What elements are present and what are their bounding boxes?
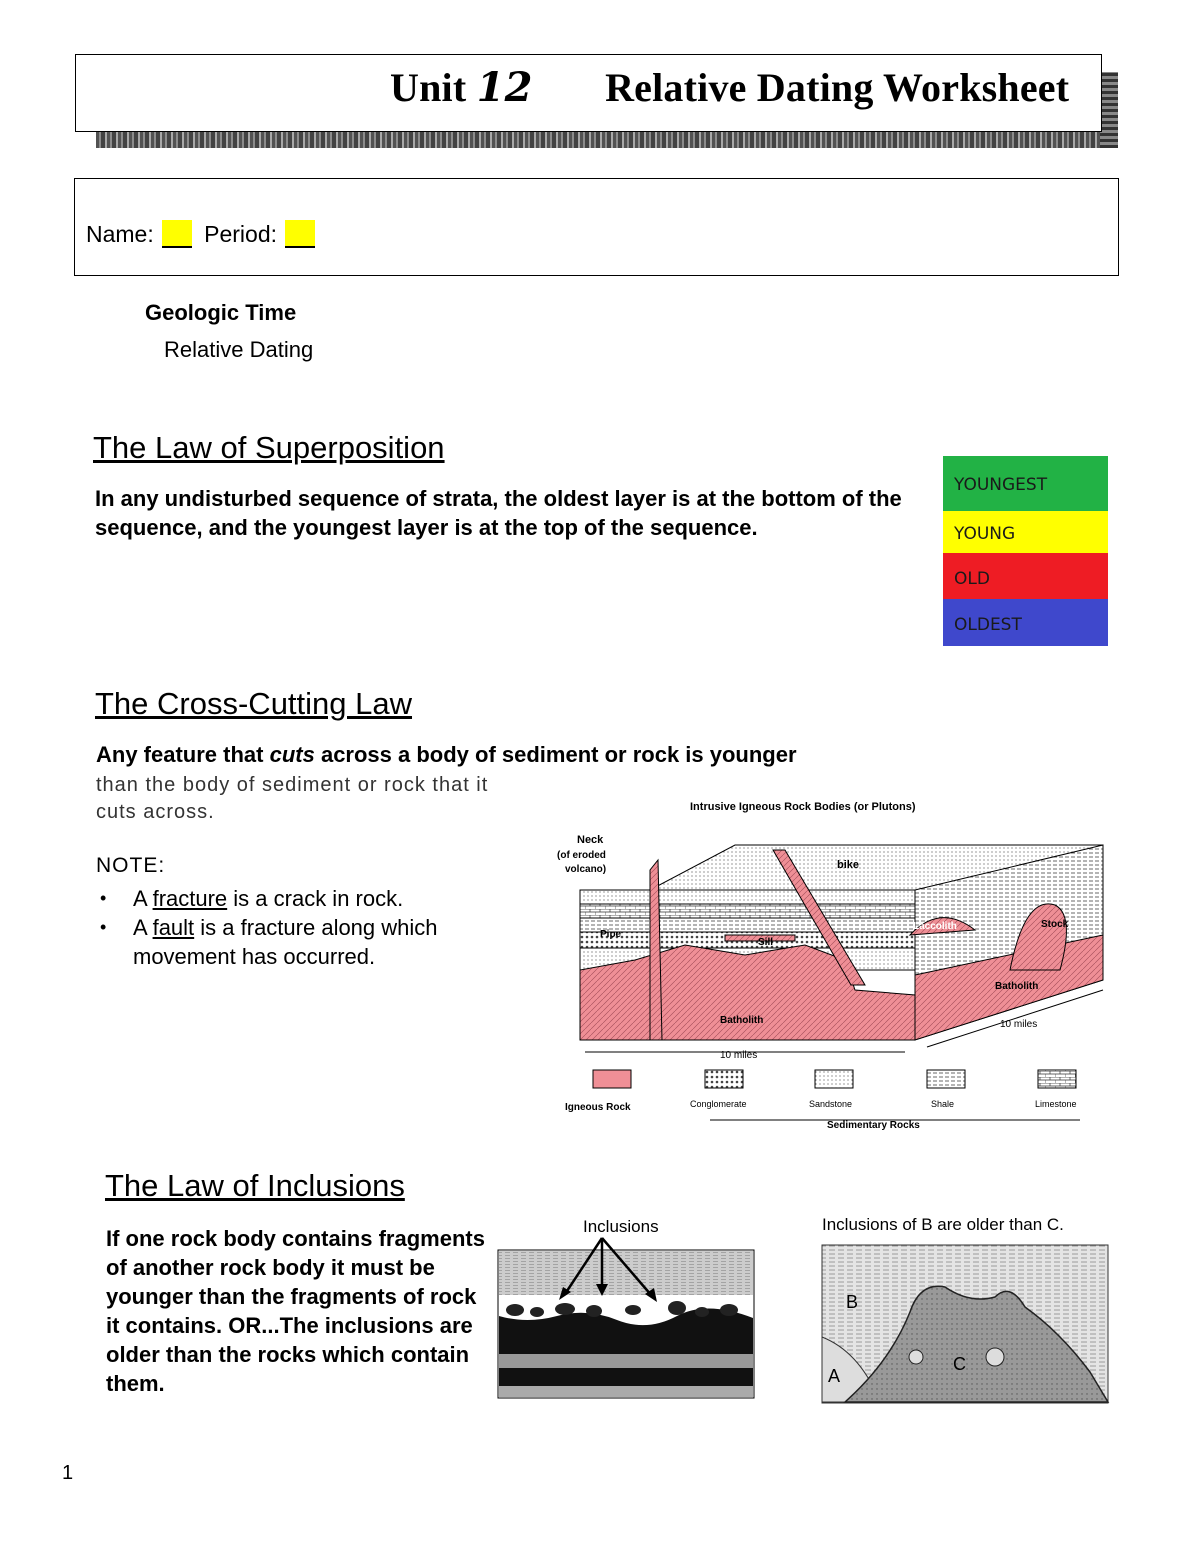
inclusions-figure-1: [497, 1212, 757, 1402]
name-label: Name:: [86, 221, 154, 247]
unit-number: 12: [476, 64, 533, 111]
key-limestone: [1038, 1070, 1076, 1088]
label-miles-side: 10 miles: [1000, 1019, 1038, 1030]
worksheet-title: Relative Dating Worksheet: [605, 65, 1070, 110]
plutons-diagram: [555, 795, 1108, 1135]
inclusions-title: The Law of Inclusions: [105, 1168, 405, 1203]
key-label-igneous: Igneous Rock: [565, 1102, 631, 1113]
label-pipe: Pipe: [600, 929, 622, 940]
legend-young: YOUNG: [943, 511, 1108, 553]
superposition-text: In any undisturbed sequence of strata, the oldest layer is at the bottom of the sequence, and the youngest layer is at the top of the sequence.: [95, 486, 902, 540]
fig1-lower-layer: [499, 1368, 753, 1386]
title-shadow: [96, 130, 1118, 148]
fig2-label-b: B: [846, 1292, 859, 1312]
cc-cont-2: cuts across.: [96, 801, 215, 823]
layer-sandstone: [580, 890, 915, 904]
cc-text-post: across a body of sediment or rock is younger: [314, 742, 797, 767]
key-shale: [927, 1070, 965, 1088]
cross-cutting-text: [96, 740, 797, 769]
cross-cutting-cont: [96, 772, 488, 826]
fig2-label-c: C: [953, 1354, 966, 1374]
key-group-label: Sedimentary Rocks: [827, 1120, 920, 1131]
fig2-label: Inclusions of B are older than C.: [822, 1215, 1064, 1234]
notes-list: [96, 884, 516, 971]
topic-heading: Geologic Time: [145, 300, 297, 325]
label-stock: Stock: [1041, 919, 1069, 930]
layer-shale: [580, 918, 915, 932]
student-info-row: [86, 220, 321, 248]
cross-cutting-title: The Cross-Cutting Law: [95, 686, 413, 721]
key-label-conglomerate: Conglomerate: [690, 1099, 747, 1109]
page-number: 1: [62, 1462, 74, 1484]
note-label: NOTE:: [96, 854, 166, 877]
note-fracture: • A fracture is a crack in rock.: [96, 884, 516, 913]
note-fault: • A fault is a fracture along which movement has occurred.: [96, 913, 516, 971]
inclusions-figure-2: [820, 1212, 1110, 1407]
period-field[interactable]: [285, 220, 315, 248]
label-neck-sub2: volcano): [565, 864, 607, 875]
legend-youngest: YOUNGEST: [943, 456, 1108, 511]
legend-old: OLD: [943, 553, 1108, 599]
fig1-base-layer: [499, 1386, 753, 1397]
label-batholith-side: Batholith: [995, 981, 1039, 992]
cc-text-pre: Any feature that: [96, 742, 270, 767]
name-field[interactable]: [162, 220, 192, 248]
key-igneous: [593, 1070, 631, 1088]
key-label-sandstone: Sandstone: [809, 1099, 853, 1109]
key-label-limestone: Limestone: [1035, 1099, 1077, 1109]
label-laccolith: Laccolith: [913, 921, 957, 932]
label-miles-front: 10 miles: [720, 1050, 758, 1061]
unit-label: Unit: [390, 65, 467, 110]
key-conglomerate: [705, 1070, 743, 1088]
key-sandstone: [815, 1070, 853, 1088]
age-legend: [943, 456, 1108, 646]
fault-term: fault: [152, 915, 195, 940]
label-dike: bike: [837, 859, 860, 871]
fig2-inclusion-1: [909, 1350, 923, 1364]
key-label-shale: Shale: [931, 1099, 955, 1109]
title-side-shadow: [1100, 72, 1118, 148]
inclusions-text: If one rock body contains fragments of another rock body it must be younger than the fragments of rock it contains. OR...The inclusions are older than the rocks which contain them.: [106, 1226, 485, 1396]
layer-limestone: [580, 904, 915, 918]
fig2-inclusion-2: [986, 1348, 1004, 1366]
page-title: [390, 64, 1069, 111]
superposition-title: The Law of Superposition: [93, 430, 445, 465]
label-neck: Neck: [577, 834, 604, 846]
diagram-title: Intrusive Igneous Rock Bodies (or Plutons): [690, 801, 916, 813]
fig2-label-a: A: [828, 1366, 841, 1386]
fig1-mid-layer: [499, 1354, 753, 1368]
cc-text-em: cuts: [269, 742, 315, 767]
topic-subheading: Relative Dating: [164, 337, 314, 362]
fig1-label: Inclusions: [583, 1217, 659, 1236]
fracture-term: fracture: [152, 886, 228, 911]
fig1-top-layer: [499, 1251, 753, 1295]
period-label: Period:: [204, 221, 278, 247]
label-batholith-front: Batholith: [720, 1015, 764, 1026]
legend-oldest: OLDEST: [943, 599, 1108, 646]
cc-cont-1: than the body of sediment or rock that it: [96, 774, 489, 796]
label-sill: Sill: [758, 937, 774, 948]
label-neck-sub1: (of eroded: [557, 850, 606, 861]
